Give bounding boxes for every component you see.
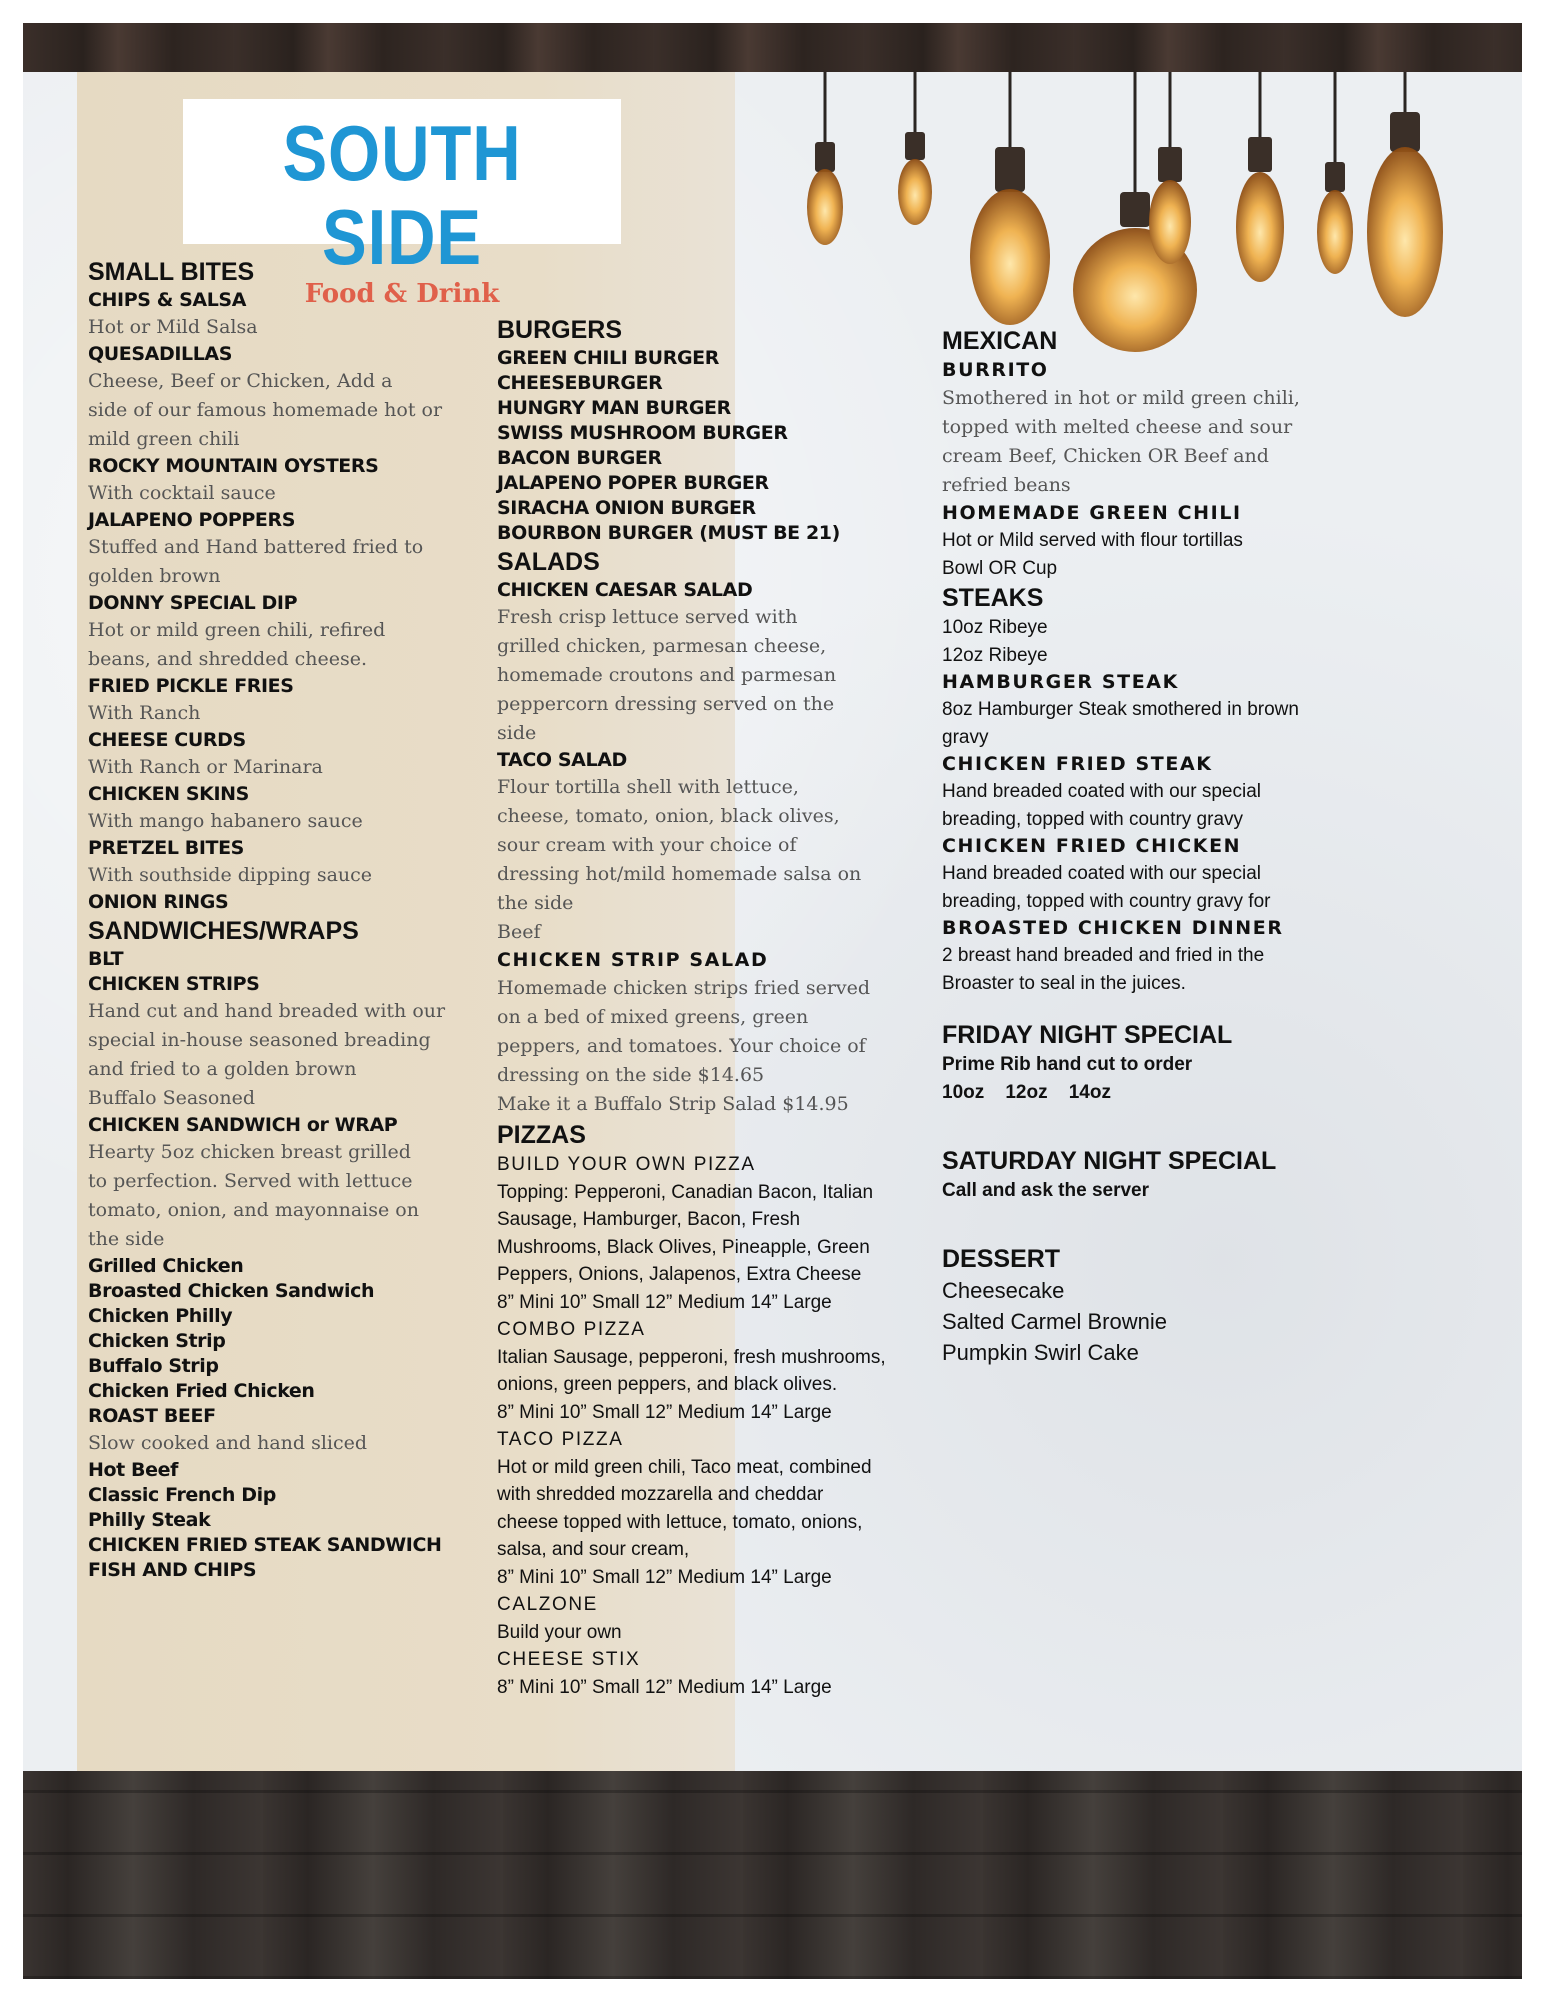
menu-section-heading: SANDWICHES/WRAPS bbox=[88, 917, 359, 945]
menu-item-name: Chicken Philly bbox=[88, 1305, 233, 1327]
menu-item-name: Classic French Dip bbox=[88, 1484, 276, 1506]
menu-item-description: With cocktail sauce bbox=[88, 482, 276, 504]
menu-item-name: QUESADILLAS bbox=[88, 343, 232, 365]
hanging-bulbs-illustration bbox=[790, 72, 1480, 352]
menu-item-name: BLT bbox=[88, 948, 124, 970]
menu-item-description: With Ranch bbox=[88, 702, 201, 724]
menu-section-heading: SALADS bbox=[497, 548, 600, 576]
dessert-item: Pumpkin Swirl Cake bbox=[942, 1340, 1139, 1365]
menu-item-name: CHEESE STIX bbox=[497, 1649, 641, 1670]
menu-item-description: With southside dipping sauce bbox=[88, 864, 373, 886]
menu-item-description: Fresh crisp lettuce served with grilled chicken, parmesan cheese, homemade croutons and parmesan peppercorn dressing served on the side bbox=[497, 606, 837, 744]
menu-item-description: Hot or mild green chili, Taco meat, combined with shredded mozzarella and cheddar cheese topped with lettuce, tomato, onions, salsa, and sour cream, 8” Mini 10” Small 12” Medium 14” Large bbox=[497, 1456, 872, 1588]
menu-item-name: GREEN CHILI BURGER bbox=[497, 347, 719, 369]
menu-item-description: Stuffed and Hand battered fried to golden brown bbox=[88, 536, 424, 587]
menu-item-description: Homemade chicken strips fried served on a bed of mixed greens, green peppers, and tomatoes. Your choice of dressing on the side $14.65 Make it a Buffalo Strip Salad $14.95 bbox=[497, 977, 871, 1115]
wood-header-strip bbox=[23, 23, 1522, 72]
menu-item-name: SIRACHA ONION BURGER bbox=[497, 497, 756, 519]
menu-item-name: Philly Steak bbox=[88, 1509, 211, 1531]
menu-item-name: CHICKEN CAESAR SALAD bbox=[497, 579, 753, 601]
special-details: Prime Rib hand cut to order 10oz 12oz 14oz bbox=[942, 1054, 1193, 1103]
menu-section-heading: SATURDAY NIGHT SPECIAL bbox=[942, 1147, 1277, 1175]
menu-item-description: Flour tortilla shell with lettuce, cheese, tomato, onion, black olives, sour cream with your choice of dressing hot/mild homemade salsa on the side Beef bbox=[497, 776, 862, 943]
menu-item-name: HUNGRY MAN BURGER bbox=[497, 397, 731, 419]
menu-item-description: Hand breaded coated with our special breading, topped with country gravy bbox=[942, 781, 1261, 830]
menu-section-heading: SMALL BITES bbox=[88, 258, 255, 286]
menu-section-heading: FRIDAY NIGHT SPECIAL bbox=[942, 1021, 1233, 1049]
menu-column-1 bbox=[88, 256, 488, 1583]
menu-item-description: 2 breast hand breaded and fried in the Broaster to seal in the juices. bbox=[942, 945, 1265, 994]
menu-item-name: JALAPENO POPER BURGER bbox=[497, 472, 769, 494]
menu-section-heading: DESSERT bbox=[942, 1245, 1061, 1273]
menu-item-description: Hot or Mild Salsa bbox=[88, 316, 258, 338]
menu-item-name: Grilled Chicken bbox=[88, 1255, 244, 1277]
special-details: Call and ask the server bbox=[942, 1180, 1149, 1201]
menu-item-name: CALZONE bbox=[497, 1594, 598, 1615]
menu-item-name: BUILD YOUR OWN PIZZA bbox=[497, 1154, 756, 1175]
menu-item-description: Cheese, Beef or Chicken, Add a side of our famous homemade hot or mild green chili bbox=[88, 370, 443, 450]
logo-name: SOUTH SIDE bbox=[282, 109, 522, 281]
menu-item-description: 8” Mini 10” Small 12” Medium 14” Large bbox=[497, 1676, 832, 1698]
menu-item-name: BURRITO bbox=[942, 359, 1049, 381]
menu-section-heading: BURGERS bbox=[497, 316, 623, 344]
menu-item-description: Slow cooked and hand sliced bbox=[88, 1432, 368, 1454]
menu-item-name: CHICKEN FRIED CHICKEN bbox=[942, 835, 1242, 857]
dessert-item: Cheesecake bbox=[942, 1278, 1065, 1303]
menu-item-name: CHEESE CURDS bbox=[88, 729, 246, 751]
spacer bbox=[942, 997, 1382, 1019]
spacer bbox=[942, 1107, 1382, 1145]
menu-item-name: PRETZEL BITES bbox=[88, 837, 244, 859]
menu-column-3 bbox=[942, 325, 1382, 1368]
menu-item-name: TACO PIZZA bbox=[497, 1429, 624, 1450]
menu-item-name: Chicken Fried Chicken bbox=[88, 1380, 315, 1402]
menu-item-name: CHICKEN FRIED STEAK bbox=[942, 753, 1213, 775]
logo-tagline: Food & Drink bbox=[304, 279, 500, 309]
menu-item-name: CHICKEN SKINS bbox=[88, 783, 249, 805]
menu-item-description: Hand cut and hand breaded with our special in-house seasoned breading and fried to a golden brown Buffalo Seasoned bbox=[88, 1000, 446, 1109]
menu-item-name: HOMEMADE GREEN CHILI bbox=[942, 502, 1242, 524]
menu-item-name: FISH AND CHIPS bbox=[88, 1559, 257, 1581]
menu-item-name: ONION RINGS bbox=[88, 891, 229, 913]
menu-item-name: Chicken Strip bbox=[88, 1330, 226, 1352]
menu-item-description: Smothered in hot or mild green chili, topped with melted cheese and sour cream Beef, Chicken OR Beef and refried beans bbox=[942, 387, 1300, 496]
menu-item-description: With mango habanero sauce bbox=[88, 810, 363, 832]
menu-item-name: CHICKEN STRIPS bbox=[88, 973, 260, 995]
menu-item-description: Hot or mild green chili, refired beans, and shredded cheese. bbox=[88, 619, 386, 670]
menu-item-name: Buffalo Strip bbox=[88, 1355, 219, 1377]
menu-item-description: Hot or Mild served with flour tortillas Bowl OR Cup bbox=[942, 530, 1243, 579]
menu-item-description: Italian Sausage, pepperoni, fresh mushrooms, onions, green peppers, and black olives. 8” Mini 10” Small 12” Medium 14” Large bbox=[497, 1346, 886, 1423]
menu-item-description: 10oz Ribeye 12oz Ribeye bbox=[942, 617, 1048, 666]
wood-footer-panel bbox=[23, 1771, 1522, 1979]
menu-section-heading: STEAKS bbox=[942, 584, 1044, 612]
logo bbox=[183, 99, 621, 309]
menu-item-name: BOURBON BURGER (MUST BE 21) bbox=[497, 522, 840, 544]
menu-section-heading: PIZZAS bbox=[497, 1121, 586, 1149]
menu-item-description: Build your own bbox=[497, 1621, 622, 1643]
menu-column-2 bbox=[497, 314, 922, 1701]
menu-item-description: Hand breaded coated with our special breading, topped with country gravy for bbox=[942, 863, 1271, 912]
dessert-item: Salted Carmel Brownie bbox=[942, 1309, 1167, 1334]
menu-item-name: ROAST BEEF bbox=[88, 1405, 216, 1427]
menu-item-name: COMBO PIZZA bbox=[497, 1319, 646, 1340]
menu-item-name: CHEESEBURGER bbox=[497, 372, 663, 394]
menu-item-name: CHICKEN FRIED STEAK SANDWICH bbox=[88, 1534, 442, 1556]
menu-item-name: BROASTED CHICKEN DINNER bbox=[942, 917, 1284, 939]
menu-item-description: Hearty 5oz chicken breast grilled to perfection. Served with lettuce tomato, onion, and mayonnaise on the side bbox=[88, 1141, 419, 1250]
menu-section-heading: MEXICAN bbox=[942, 327, 1058, 355]
menu-item-name: DONNY SPECIAL DIP bbox=[88, 592, 298, 614]
menu-item-name: Hot Beef bbox=[88, 1459, 178, 1481]
menu-item-name: FRIED PICKLE FRIES bbox=[88, 675, 294, 697]
menu-item-name: JALAPENO POPPERS bbox=[88, 509, 295, 531]
menu-item-name: CHIPS & SALSA bbox=[88, 289, 247, 311]
menu-item-name: Broasted Chicken Sandwich bbox=[88, 1280, 375, 1302]
menu-item-description: With Ranch or Marinara bbox=[88, 756, 323, 778]
menu-item-description: Topping: Pepperoni, Canadian Bacon, Italian Sausage, Hamburger, Bacon, Fresh Mushrooms, Black Olives, Pineapple, Green Peppers, Onions, Jalapenos, Extra Cheese 8” Mini 10” Small 12” Medium 14” Large bbox=[497, 1181, 874, 1313]
spacer bbox=[942, 1205, 1382, 1243]
menu-item-name: BACON BURGER bbox=[497, 447, 662, 469]
menu-item-name: HAMBURGER STEAK bbox=[942, 671, 1179, 693]
menu-item-name: SWISS MUSHROOM BURGER bbox=[497, 422, 788, 444]
menu-item-name: ROCKY MOUNTAIN OYSTERS bbox=[88, 455, 379, 477]
menu-item-description: 8oz Hamburger Steak smothered in brown gravy bbox=[942, 699, 1299, 748]
menu-item-name: CHICKEN SANDWICH or WRAP bbox=[88, 1114, 398, 1136]
menu-item-name: TACO SALAD bbox=[497, 749, 627, 771]
menu-item-name: CHICKEN STRIP SALAD bbox=[497, 949, 769, 971]
